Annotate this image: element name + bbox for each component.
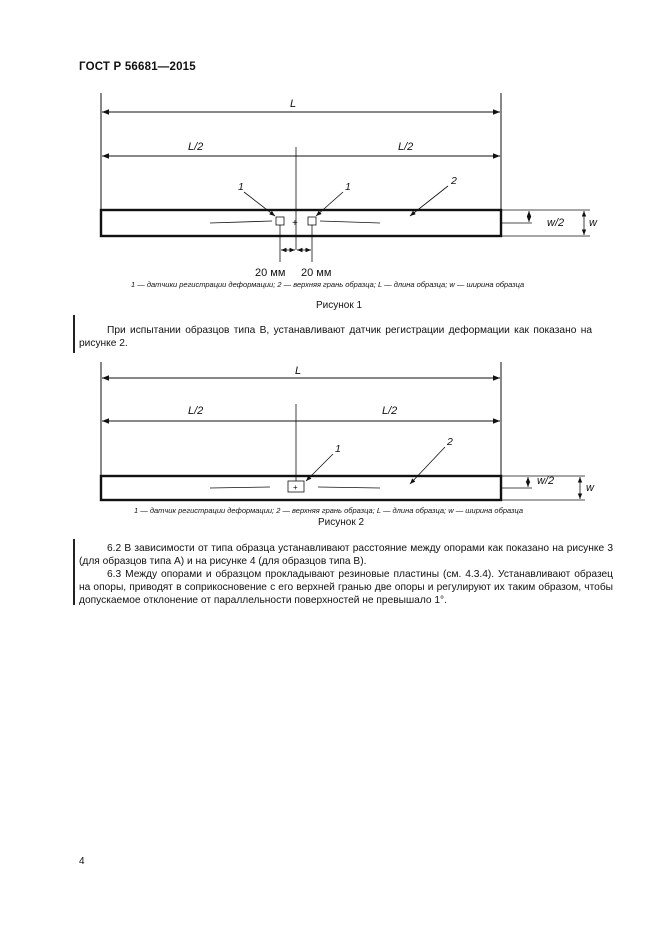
dim-label-half-left: L/2 — [188, 141, 204, 153]
dim-w-half: w/2 — [547, 217, 565, 229]
offset-left: 20 мм — [255, 267, 286, 279]
figure-2-legend: 1 — датчик регистрации деформации; 2 — верхняя грань образца; L — длина образца; w — ширина образца — [134, 506, 524, 515]
figure-2-title: Рисунок 2 — [318, 517, 365, 528]
svg-text:+: + — [292, 218, 298, 229]
paragraph-1: При испытании образцов типа В, устанавливают датчик регистрации деформации как показано на рисунке 2. — [79, 325, 592, 349]
dim-label-half-right: L/2 — [398, 141, 414, 153]
fig2-dim-label-half-left: L/2 — [188, 405, 204, 417]
fig2-dim-label-L: L — [295, 365, 302, 377]
figure-1-title: Рисунок 1 — [316, 300, 363, 311]
offset-right: 20 мм — [301, 267, 332, 279]
page-number: 4 — [79, 856, 85, 867]
label-1a: 1 — [238, 181, 244, 193]
dim-label-L: L — [290, 98, 297, 110]
svg-text:+: + — [293, 483, 298, 492]
paragraph-6-2: 6.2 В зависимости от типа образца устанавливают расстояние между опорами как показано на рисунке 3 (для образцов типа А) и на рисунке 4 (для образцов типа В). — [79, 543, 613, 567]
change-bar-2 — [73, 539, 75, 605]
label-1b: 1 — [345, 181, 351, 193]
dim-w: w — [589, 217, 597, 229]
label-2: 2 — [451, 175, 457, 187]
fig2-label-2: 2 — [447, 436, 453, 448]
figure-1-legend: 1 — датчики регистрации деформации; 2 — верхняя грань образца; L — длина образца; w — ширина образца — [131, 280, 525, 289]
fig2-dim-w: w — [586, 482, 594, 494]
fig2-label-1: 1 — [335, 443, 341, 455]
fig2-dim-w-half: w/2 — [537, 475, 555, 487]
document-header: ГОСТ Р 56681—2015 — [79, 61, 196, 73]
fig2-dim-label-half-right: L/2 — [382, 405, 398, 417]
paragraph-6-3: 6.3 Между опорами и образцом прокладывают резиновые пластины (см. 4.3.4). Устанавливают образец на опоры, приводят в соприкосновение с его верхней гранью две опоры и регулируют их таким образом, чтобы допускаемое отклонение от параллельности поверхностей не превышало 1°. — [79, 569, 613, 606]
